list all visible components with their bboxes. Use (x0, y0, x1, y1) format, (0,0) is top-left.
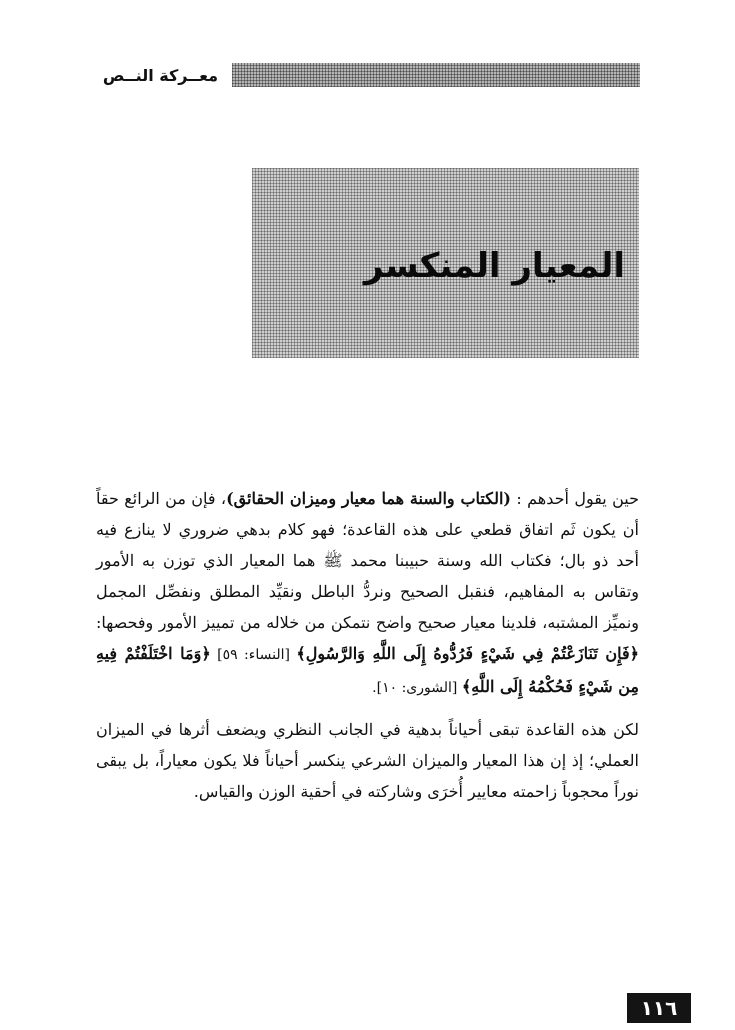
chapter-title-box (252, 168, 639, 358)
running-header-title: معــركة النــص (102, 66, 219, 85)
paragraph-1 (96, 483, 639, 704)
chapter-title: المعيار المنكسر (363, 246, 625, 286)
verse-1-reference: [النساء: ٥٩] (210, 647, 297, 663)
paragraph-1-text: ، فإن من الرائع حقاً أن يكون ثَم اتفاق قطعي على هذه القاعدة؛ فهو كلام بدهي ضروري لا ينازع فيه أحد ذو بال؛ فكتاب الله وسنة حبيبنا محمد ﷺ هما المعيار الذي توزن به الأمور وتقاس به المفاهيم، فنقبل الصحيح ونردُّ الباطل ونقيِّد المطلق ونفصِّل المجمل ونميِّز المشتبه، فلدينا معيار صحيح واضح نتمكن من خلاله من تمييز الأمور وفحصها: (96, 489, 639, 632)
page-number: ١١٦ (627, 993, 691, 1023)
paragraph-1-intro: حين يقول أحدهم : (511, 489, 640, 508)
paragraph-1-quote: (الكتاب والسنة هما معيار وميزان الحقائق) (226, 489, 511, 508)
verse-2: ﴿وَمَا اخْتَلَفْتُمْ فِيهِ مِن شَيْءٍ فَحُكْمُهُ إِلَى اللَّهِ﴾ (96, 644, 639, 696)
header-decorative-band (232, 63, 640, 87)
verse-1: ﴿فَإِن تَنَازَعْتُمْ فِي شَيْءٍ فَرُدُّوهُ إِلَى اللَّهِ وَالرَّسُولِ﴾ (296, 644, 640, 663)
body-text (96, 483, 639, 817)
verse-2-reference: [الشورى: ١٠]. (372, 680, 462, 696)
paragraph-2: لكن هذه القاعدة تبقى أحياناً بدهية في الجانب النظري ويضعف أثرها في الميزان العملي؛ إذ إن هذا المعيار والميزان الشرعي ينكسر أحياناً فلا يكون معياراً، بل يبقى نوراً محجوباً زاحمته معايير أُخرَى وشاركته في أحقية الوزن والقياس. (96, 720, 639, 801)
